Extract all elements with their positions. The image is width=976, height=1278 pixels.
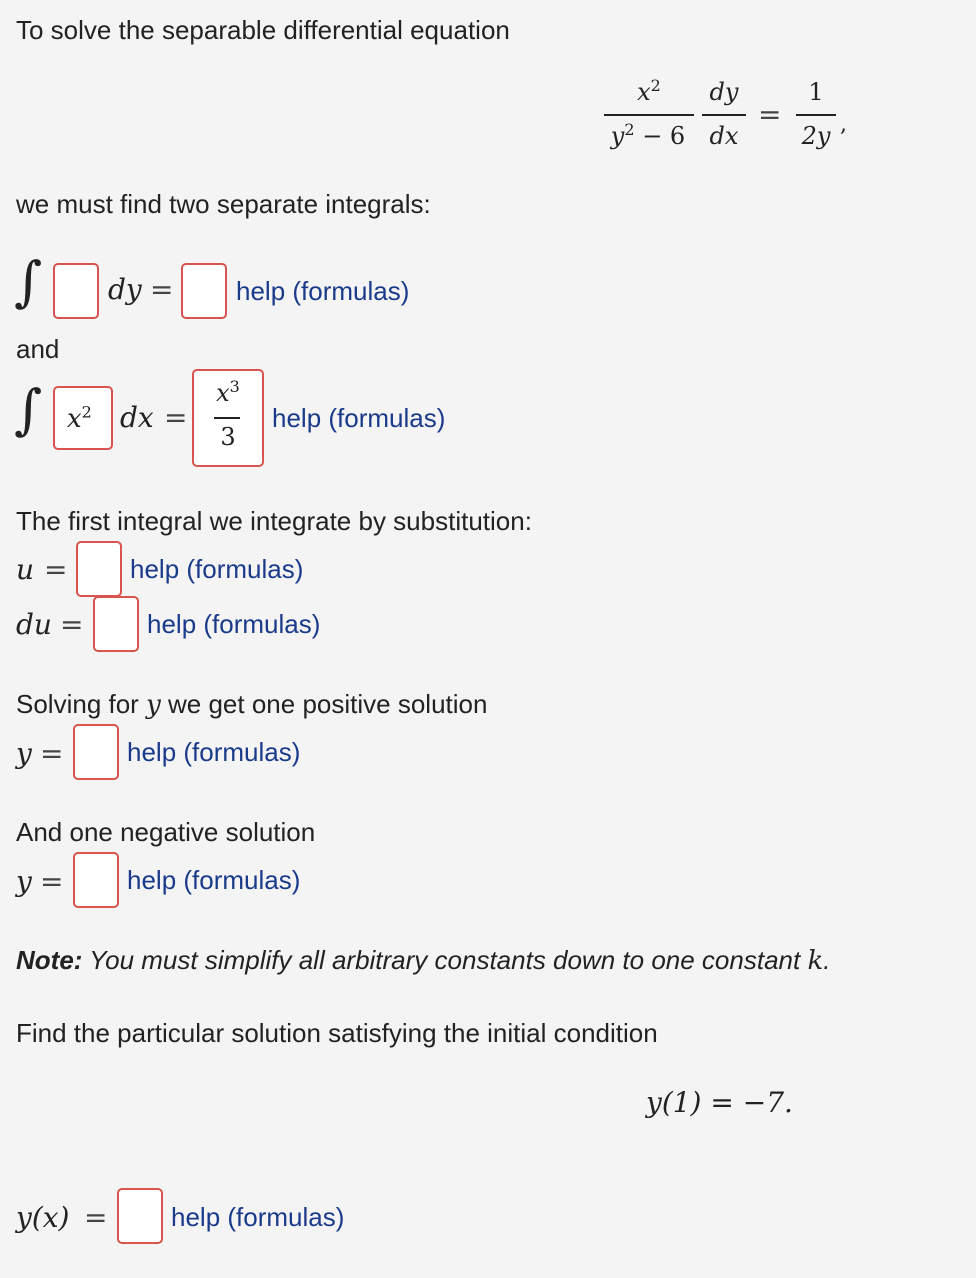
yx-label: y(x) — [16, 1201, 70, 1234]
neg-help-link[interactable]: help (formulas) — [127, 865, 301, 895]
integral1-integrand-input[interactable] — [53, 263, 99, 319]
integral1-equals: = — [150, 273, 174, 306]
eq-lhs-num: x — [637, 78, 651, 106]
particular-solution-input[interactable] — [117, 1188, 163, 1244]
integral2-help-link[interactable]: help (formulas) — [272, 403, 446, 433]
neg-y-label: y — [16, 865, 32, 898]
initial-condition: y(1) = −7. — [646, 1086, 793, 1119]
eq-lhs-bar — [604, 114, 694, 116]
and-text: and — [16, 334, 60, 364]
intro-text: To solve the separable differential equation — [16, 15, 510, 45]
particular-text: Find the particular solution satisfying the initial condition — [16, 1018, 658, 1048]
du-label: du — [16, 608, 52, 641]
negative-text: And one negative solution — [16, 817, 316, 847]
yx-help-link[interactable]: help (formulas) — [171, 1202, 345, 1232]
neg-equals: = — [40, 865, 64, 898]
integral2-var: dx — [120, 401, 154, 434]
du-equals: = — [60, 608, 84, 641]
u-help-link[interactable]: help (formulas) — [130, 554, 304, 584]
du-help-link[interactable]: help (formulas) — [147, 609, 321, 639]
integral1-var: dy — [108, 273, 142, 306]
integral2-integrand-input[interactable]: $x^2$ — [53, 386, 113, 450]
solve-text: Solving for y we get one positive solution — [16, 689, 488, 720]
integral-sign: ∫ — [14, 250, 43, 313]
eq-comma: , — [840, 112, 847, 137]
u-input[interactable] — [76, 541, 122, 597]
integral2-equals: = — [164, 401, 188, 434]
eq-rhs-num: 1 — [808, 78, 824, 106]
negative-solution-input[interactable] — [73, 852, 119, 908]
integrals-intro: we must find two separate integrals: — [16, 189, 431, 219]
pos-equals: = — [40, 737, 64, 770]
integral1-answer-input[interactable] — [181, 263, 227, 319]
positive-solution-input[interactable] — [73, 724, 119, 780]
pos-y-label: y — [16, 737, 32, 770]
pos-help-link[interactable]: help (formulas) — [127, 737, 301, 767]
integral2-answer-input[interactable]: $x^3$ 3 — [192, 369, 264, 467]
eq-equals: = — [758, 98, 782, 131]
u-equals: = — [44, 553, 68, 586]
yx-equals: = — [84, 1201, 108, 1234]
u-label: u — [16, 553, 35, 586]
eq-rhs-den: 2y — [801, 122, 831, 150]
integral-sign: ∫ — [14, 378, 43, 441]
integral1-help-link[interactable]: help (formulas) — [236, 276, 410, 306]
du-input[interactable] — [93, 596, 139, 652]
note-text: Note: You must simplify all arbitrary constants down to one constant k. — [16, 945, 831, 976]
eq-deriv-num: dy — [709, 78, 739, 106]
substitution-intro: The first integral we integrate by substitution: — [16, 506, 532, 536]
eq-deriv-den: dx — [709, 122, 739, 150]
